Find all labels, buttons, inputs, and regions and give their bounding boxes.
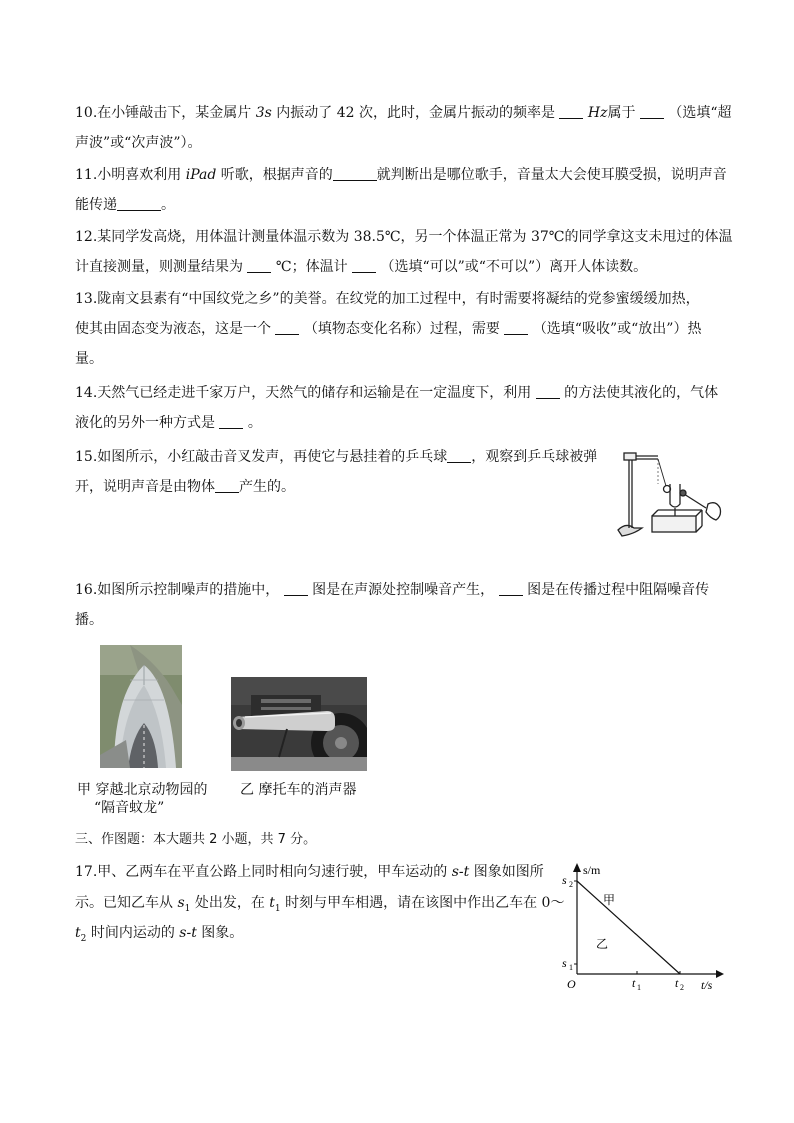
q14-blank-method[interactable] [536,383,560,399]
q15-blank-contact[interactable] [447,447,471,463]
q12-text: （选填“可以”或“不可以”）离开人体读数。 [380,259,648,275]
q10-text: 属于 [607,105,636,121]
q16-text: 图是在声源处控制噪音产生， [312,582,495,598]
sound-barrier-tunnel-photo [100,645,182,768]
q12-text: 计直接测量，则测量结果为 [75,259,243,275]
q17-line-3 [75,923,243,949]
q13-text: （选填“吸收”或“放出”）热 [532,321,702,337]
q17-text: 时刻与甲车相遇，请在该图中作出乙车在 0～ [280,895,565,911]
q10-blank-frequency[interactable] [559,103,583,119]
t-axis-label: t/s [701,978,713,992]
q17-sub: 1 [184,903,191,914]
q17-line-1 [75,862,544,882]
q16-line-1 [75,580,709,600]
caption-jia: 甲 穿越北京动物园的 [77,782,208,798]
q17-t: t [269,895,275,911]
q14-text: 14.天然气已经走进千家万户，天然气的储存和运输是在一定温度下，利用 [75,385,532,401]
q13-blank-heat[interactable] [504,319,528,335]
q17-text: 示。已知乙车从 [75,895,178,911]
muffler-illustration [231,677,367,771]
jia-label: 甲 [603,893,616,907]
q14-text: 。 [247,415,262,431]
q15-text: 15.如图所示，小红敲击音叉发声，再使它与悬挂着的乒乓球 [75,449,448,465]
q13-text: 量。 [75,351,103,367]
section-three-title: 三、作图题：本大题共 2 小题，共 7 分。 [75,832,317,847]
q10-line-1 [75,103,732,123]
tuning-fork-figure [612,444,724,540]
q10-line-2 [75,133,201,153]
q17-text: 图象如图所 [469,864,544,880]
q14-line-2 [75,413,262,433]
yi-label: 乙 [596,937,609,951]
q16-line-2 [75,610,103,630]
q16-blank-source[interactable] [284,580,308,596]
q17-st: s-t [179,925,197,941]
tunnel-illustration [100,645,182,768]
q11-text: 11.小明喜欢利用 [75,167,186,183]
q17-t: t [75,925,81,941]
q17-line-2 [75,893,564,919]
q12-blank-reading[interactable] [247,257,271,273]
s2-label: s [562,873,567,887]
q11-line-2 [75,195,175,215]
q11-line-1 [75,165,727,185]
q15-text: 开，说明声音是由物体 [75,479,215,495]
q13-text: （填物态变化名称）过程，需要 [303,321,500,337]
q17-s: s [177,895,185,911]
q17-sub: 1 [274,903,281,914]
q16-text: 图是在传播过程中阻隔噪音传 [527,582,710,598]
line-jia [577,881,680,974]
q11-text: 能传递 [75,197,117,213]
caption-yi: 乙 摩托车的消声器 [240,782,357,798]
q12-blank-can[interactable] [352,257,376,273]
t1-label: t [632,976,636,990]
q12-text: 12.某同学发高烧，用体温计测量体温示数为 38.5℃，另一个体温正常为 37℃的同学拿这支未甩过的体温 [75,229,733,245]
s-axis-label: s/m [583,863,601,877]
q15-text: ，观察到乒乓球被弹 [471,449,598,465]
q13-text: 13.陇南文县素有“中国纹党之乡”的美誉。在纹党的加工过程中，有时需要将凝结的党参蜜缓缓加热， [75,291,700,307]
q16-text: 播。 [75,612,103,628]
q16-blank-path[interactable] [499,580,523,596]
q15-text: 产生的。 [239,479,295,495]
q11-blank-property[interactable] [333,165,377,181]
q14-line-1 [75,383,718,403]
s1-label: s [562,956,567,970]
q14-text: 的方法使其液化的，气体 [564,385,719,401]
q14-text: 液化的另外一种方式是 [75,415,215,431]
q17-text: 17.甲、乙两车在平直公路上同时相向匀速行驶，甲车运动的 [75,864,452,880]
q14-blank-other[interactable] [219,413,243,429]
s-t-graph [556,862,726,994]
s2-sub: 2 [569,880,573,889]
t1-sub: 1 [637,983,641,992]
q17-text: 时间内运动的 [86,925,180,941]
motorcycle-muffler-photo [231,677,367,771]
s-axis-arrow-icon [573,863,581,872]
q11-blank-energy[interactable] [117,195,161,211]
q15-line-1 [75,447,597,467]
q12-text: ℃；体温计 [275,259,348,275]
q11-device: iPad [185,167,217,183]
q15-line-2 [75,477,295,497]
q13-line-2 [75,319,701,339]
q10-unit: Hz [587,105,608,121]
q10-blank-type[interactable] [640,103,664,119]
s1-sub: 1 [569,963,573,972]
q17-text: 图象。 [196,925,244,941]
q10-text: （选填“超 [668,105,732,121]
t-axis-arrow-icon [716,970,724,978]
q10-text: 声波”或“次声波”）。 [75,135,202,151]
q16-text: 16.如图所示控制噪声的措施中， [75,582,280,598]
section-three-heading [75,830,316,850]
q13-blank-change[interactable] [275,319,299,335]
t2-sub: 2 [680,983,684,992]
origin-label: O [567,977,576,991]
q13-line-1 [75,289,700,309]
q11-text: 听歌，根据声音的 [216,167,333,183]
q10-time: 3s [255,105,272,121]
q17-sub: 2 [80,933,87,944]
q10-text: 内振动了 42 次，此时，金属片振动的频率是 [271,105,555,121]
q17-text: 处出发，在 [190,895,270,911]
q11-text: 。 [161,197,175,213]
q11-text: 就判断出是哪位歌手，音量太大会使耳膜受损，说明声音 [376,167,727,183]
caption-jia-name: “隔音蚊龙” [94,800,165,816]
q10-text: 10.在小锤敲击下，某金属片 [75,105,256,121]
q13-text: 使其由固态变为液态，这是一个 [75,321,271,337]
q12-line-1 [75,227,732,247]
q17-st: s-t [451,864,470,880]
t2-label: t [675,976,679,990]
q13-line-3 [75,349,103,369]
q15-blank-vibration[interactable] [215,477,239,493]
q12-line-2 [75,257,647,277]
